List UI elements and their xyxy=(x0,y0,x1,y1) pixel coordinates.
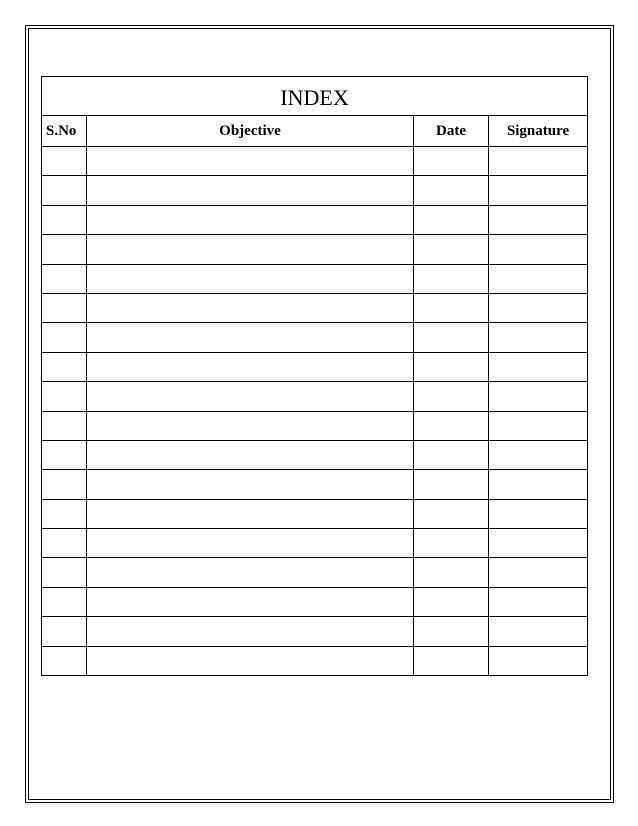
signature-cell xyxy=(489,147,588,176)
index-table xyxy=(41,76,588,676)
objective-cell xyxy=(87,440,414,469)
signature-cell xyxy=(489,382,588,411)
table-row xyxy=(42,293,588,322)
signature-cell xyxy=(489,235,588,264)
signature-cell xyxy=(489,470,588,499)
sno-cell xyxy=(42,323,87,352)
sno-cell xyxy=(42,293,87,322)
date-cell xyxy=(414,382,489,411)
date-cell xyxy=(414,529,489,558)
date-cell xyxy=(414,205,489,234)
table-row xyxy=(42,264,588,293)
signature-cell xyxy=(489,617,588,646)
table-row xyxy=(42,558,588,587)
table-row xyxy=(42,235,588,264)
signature-cell xyxy=(489,176,588,205)
sno-cell xyxy=(42,205,87,234)
signature-cell xyxy=(489,293,588,322)
date-cell xyxy=(414,352,489,381)
signature-cell xyxy=(489,646,588,675)
signature-cell xyxy=(489,499,588,528)
sno-cell xyxy=(42,440,87,469)
table-row xyxy=(42,147,588,176)
date-cell xyxy=(414,646,489,675)
objective-cell xyxy=(87,499,414,528)
signature-cell xyxy=(489,529,588,558)
signature-cell xyxy=(489,264,588,293)
sno-cell xyxy=(42,382,87,411)
signature-cell xyxy=(489,587,588,616)
objective-cell xyxy=(87,470,414,499)
table-row xyxy=(42,323,588,352)
table-row xyxy=(42,617,588,646)
table-row xyxy=(42,411,588,440)
sno-cell xyxy=(42,470,87,499)
date-cell xyxy=(414,558,489,587)
date-cell xyxy=(414,411,489,440)
sno-cell xyxy=(42,587,87,616)
date-cell xyxy=(414,323,489,352)
sno-cell xyxy=(42,617,87,646)
index-table-body xyxy=(42,147,588,676)
objective-cell xyxy=(87,352,414,381)
table-row xyxy=(42,499,588,528)
signature-cell xyxy=(489,352,588,381)
objective-cell xyxy=(87,617,414,646)
date-cell xyxy=(414,147,489,176)
date-cell xyxy=(414,235,489,264)
objective-cell xyxy=(87,235,414,264)
column-header-signature: Signature xyxy=(489,116,588,147)
sno-cell xyxy=(42,558,87,587)
index-title: INDEX xyxy=(280,85,349,110)
sno-cell xyxy=(42,147,87,176)
objective-cell xyxy=(87,646,414,675)
sno-cell xyxy=(42,411,87,440)
sno-cell xyxy=(42,264,87,293)
table-row xyxy=(42,529,588,558)
signature-cell xyxy=(489,440,588,469)
date-cell xyxy=(414,587,489,616)
table-row xyxy=(42,352,588,381)
sno-cell xyxy=(42,529,87,558)
objective-cell xyxy=(87,293,414,322)
date-cell xyxy=(414,176,489,205)
sno-cell xyxy=(42,352,87,381)
table-row xyxy=(42,205,588,234)
date-cell xyxy=(414,499,489,528)
signature-cell xyxy=(489,323,588,352)
table-row xyxy=(42,176,588,205)
objective-cell xyxy=(87,382,414,411)
sno-cell xyxy=(42,235,87,264)
column-header-sno: S.No xyxy=(42,116,87,147)
date-cell xyxy=(414,264,489,293)
sno-cell xyxy=(42,646,87,675)
objective-cell xyxy=(87,558,414,587)
objective-cell xyxy=(87,411,414,440)
date-cell xyxy=(414,617,489,646)
signature-cell xyxy=(489,411,588,440)
objective-cell xyxy=(87,264,414,293)
table-row xyxy=(42,382,588,411)
date-cell xyxy=(414,440,489,469)
signature-cell xyxy=(489,558,588,587)
objective-cell xyxy=(87,176,414,205)
table-row xyxy=(42,587,588,616)
date-cell xyxy=(414,293,489,322)
sno-cell xyxy=(42,499,87,528)
column-header-date: Date xyxy=(414,116,489,147)
objective-cell xyxy=(87,147,414,176)
objective-cell xyxy=(87,205,414,234)
table-row xyxy=(42,470,588,499)
table-row xyxy=(42,646,588,675)
objective-cell xyxy=(87,529,414,558)
objective-cell xyxy=(87,587,414,616)
column-header-objective: Objective xyxy=(87,116,414,147)
index-title-cell xyxy=(42,77,588,116)
sno-cell xyxy=(42,176,87,205)
table-row xyxy=(42,440,588,469)
date-cell xyxy=(414,470,489,499)
objective-cell xyxy=(87,323,414,352)
signature-cell xyxy=(489,205,588,234)
